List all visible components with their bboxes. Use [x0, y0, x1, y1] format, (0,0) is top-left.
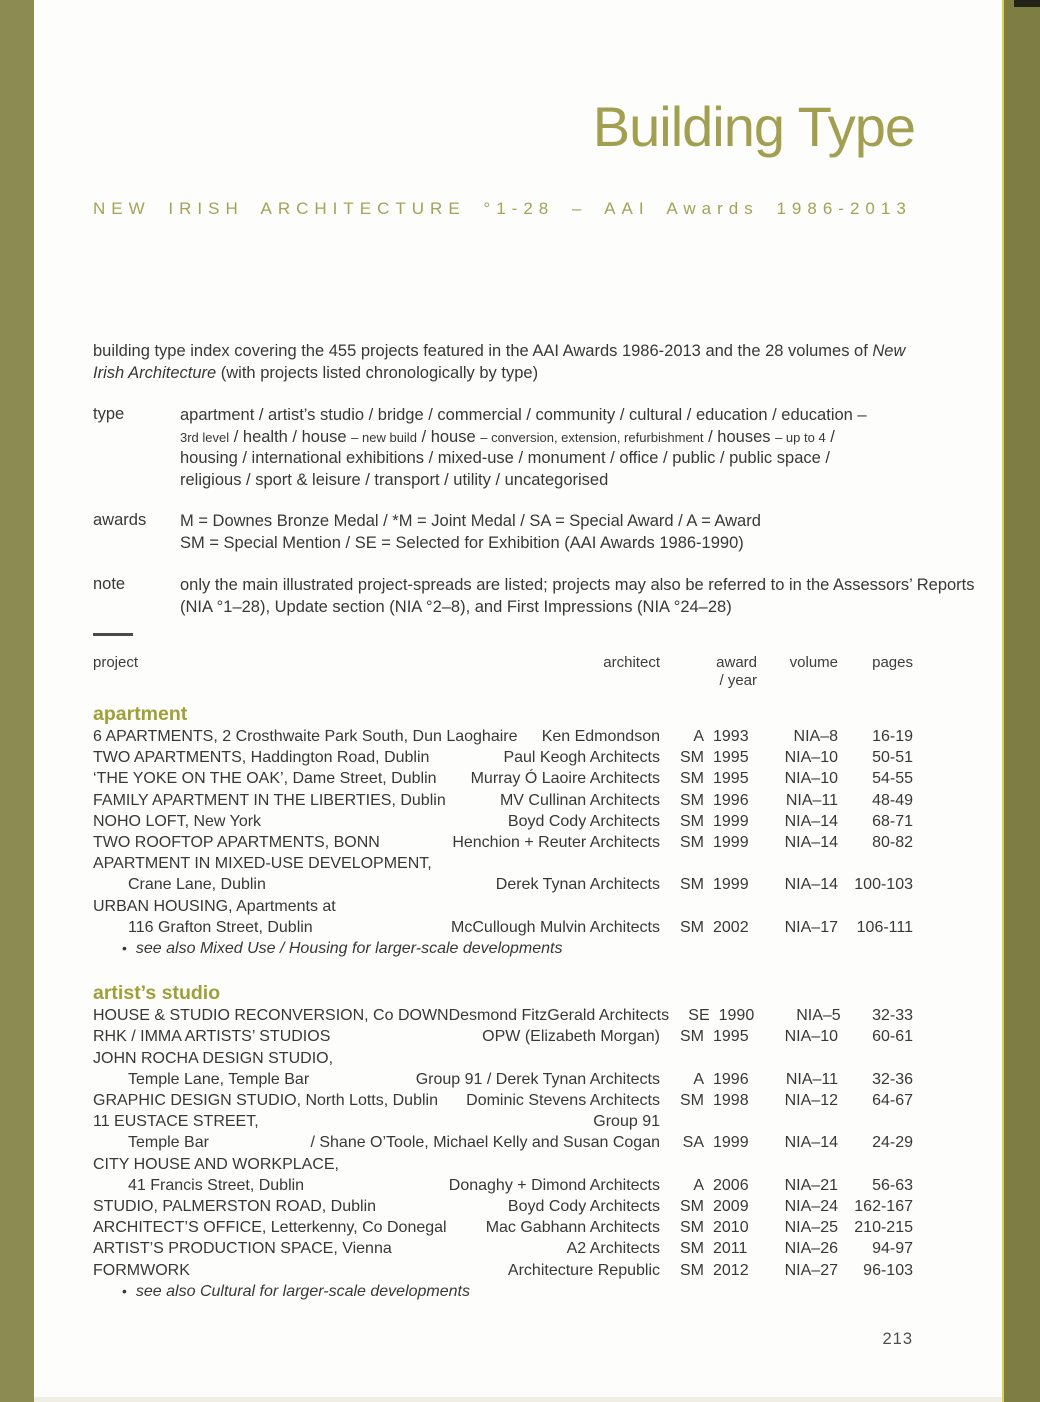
- pages-cell: 94-97: [872, 1240, 913, 1258]
- award-cell: SM 2009: [680, 1198, 749, 1216]
- architect-cell: Architecture Republic: [507, 1261, 660, 1279]
- volume-cell: NIA–25: [784, 1219, 838, 1237]
- table-row: [93, 1175, 913, 1196]
- page-title: Building Type: [592, 95, 915, 158]
- volume-cell: NIA–10: [784, 1028, 838, 1046]
- building-type-section: [93, 702, 913, 959]
- volume-cell: NIA–14: [784, 876, 838, 894]
- volume-cell: NIA–12: [784, 1092, 838, 1110]
- project-cell: APARTMENT IN MIXED-USE DEVELOPMENT,: [93, 855, 432, 873]
- architect-cell: A2 Architects: [566, 1240, 660, 1258]
- type-value-line: religious / sport & leisure / transport / utility / uncategorised: [180, 470, 609, 489]
- pages-cell: 54-55: [872, 770, 913, 788]
- table-row: [93, 1238, 913, 1259]
- architect-cell: Boyd Cody Architects: [507, 812, 660, 830]
- project-cell: 11 EUSTACE STREET,: [93, 1113, 259, 1131]
- pages-cell: 68-71: [872, 812, 913, 830]
- header-volume: volume: [789, 654, 838, 671]
- award-cell: SM 1995: [680, 1028, 749, 1046]
- table-row: [93, 896, 913, 917]
- table-header-row: [93, 654, 913, 690]
- project-cell: HOUSE & STUDIO RECONVERSION, Co DOWN: [93, 1007, 449, 1025]
- volume-cell: NIA–10: [784, 770, 838, 788]
- awards-value-line: SM = Special Mention / SE = Selected for Exhibition (AAI Awards 1986-1990): [180, 533, 744, 552]
- architect-cell: Desmond FitzGerald Architects: [448, 1007, 670, 1025]
- scan-bottom-edge: [34, 1397, 1002, 1402]
- award-cell: A 2006: [693, 1176, 749, 1194]
- volume-cell: NIA–24: [784, 1198, 838, 1216]
- project-cell: STUDIO, PALMERSTON ROAD, Dublin: [93, 1198, 377, 1216]
- architect-cell: Donaghy + Dimond Architects: [448, 1176, 660, 1194]
- scan-corner-mark: [1014, 0, 1040, 7]
- project-cell: ‘THE YOKE ON THE OAK’, Dame Street, Dublin: [93, 770, 437, 788]
- table-row: [93, 1069, 913, 1090]
- type-value-line: 3rd level / health / house – new build / house – conversion, extension, refurbishment / houses – up to 4 /: [180, 427, 835, 446]
- table-row: [93, 1260, 913, 1281]
- pages-cell: 162-167: [854, 1198, 913, 1216]
- project-cell: NOHO LOFT, New York: [93, 812, 262, 830]
- pages-cell: 210-215: [854, 1219, 913, 1237]
- architect-cell: McCullough Mulvin Architects: [451, 918, 660, 936]
- pages-cell: 100-103: [854, 876, 913, 894]
- table-row: [93, 1154, 913, 1175]
- architect-cell: Dominic Stevens Architects: [466, 1092, 660, 1110]
- project-cell: TWO ROOFTOP APARTMENTS, BONN: [93, 834, 380, 852]
- definition-note: [93, 575, 975, 618]
- project-cell: TWO APARTMENTS, Haddington Road, Dublin: [93, 749, 430, 767]
- project-cell: 6 APARTMENTS, 2 Crosthwaite Park South, Dun Laoghaire: [93, 728, 518, 745]
- award-cell: SM 1995: [680, 749, 749, 767]
- project-cell: JOHN ROCHA DESIGN STUDIO,: [93, 1049, 334, 1067]
- architect-cell: MV Cullinan Architects: [499, 791, 660, 809]
- table-row: [93, 726, 913, 747]
- type-value-line: apartment / artist’s studio / bridge / commercial / community / cultural / education / education –: [180, 406, 867, 424]
- header-award-year: [660, 654, 757, 690]
- architect-cell: Group 91: [593, 1113, 660, 1131]
- table-row: [93, 1026, 913, 1047]
- pages-cell: 32-36: [872, 1070, 913, 1088]
- section-title: apartment: [93, 703, 188, 725]
- award-cell: SM 1998: [680, 1092, 749, 1110]
- note-label: note: [93, 575, 126, 593]
- award-cell: SM 2012: [680, 1261, 749, 1279]
- see-also-note: • see also Cultural for larger-scale developments: [122, 1282, 470, 1300]
- type-label: type: [93, 405, 125, 423]
- volume-cell: NIA–11: [785, 791, 838, 809]
- pages-cell: 48-49: [872, 791, 913, 809]
- table-row: [93, 1111, 913, 1132]
- table-row: [93, 832, 913, 853]
- awards-value: [180, 511, 933, 554]
- volume-cell: NIA–14: [784, 1134, 838, 1152]
- note-value-line: only the main illustrated project-spreads are listed; projects may also be referred to in the Assessors’ Reports: [180, 576, 975, 594]
- project-cell: Temple Lane, Temple Bar: [128, 1070, 310, 1088]
- project-cell: Crane Lane, Dublin: [128, 876, 266, 894]
- volume-cell: NIA–14: [784, 834, 838, 852]
- definition-type: [93, 405, 933, 491]
- architect-cell: Murray Ó Laoire Architects: [470, 770, 660, 788]
- award-cell: SM 1999: [680, 876, 749, 894]
- intro-text: New Irish Architecture: [93, 342, 906, 382]
- project-cell: 116 Grafton Street, Dublin: [128, 918, 313, 936]
- pages-cell: 64-67: [872, 1092, 913, 1110]
- table-row: [93, 1196, 913, 1217]
- pages-cell: 32-33: [872, 1007, 913, 1025]
- architect-cell: / Shane O’Toole, Michael Kelly and Susan Cogan: [310, 1134, 660, 1152]
- pages-cell: 16-19: [872, 728, 913, 745]
- award-cell: SM 2002: [680, 918, 749, 936]
- building-type-section: [93, 981, 913, 1302]
- section-title: artist’s studio: [93, 982, 221, 1005]
- architect-cell: Paul Keogh Architects: [503, 749, 660, 767]
- architect-cell: Derek Tynan Architects: [495, 876, 660, 894]
- table-row: [93, 1090, 913, 1111]
- pages-cell: 60-61: [872, 1028, 913, 1046]
- type-value: [180, 405, 933, 491]
- architect-cell: Henchion + Reuter Architects: [452, 834, 660, 852]
- award-cell: SM 1999: [680, 834, 749, 852]
- volume-cell: NIA–26: [784, 1240, 838, 1258]
- volume-cell: NIA–21: [784, 1176, 838, 1194]
- table-row: [93, 747, 913, 768]
- table-row: [93, 1132, 913, 1153]
- page-number: 213: [882, 1330, 913, 1348]
- award-cell: A 1993: [693, 728, 749, 745]
- note-value-line: (NIA °1–28), Update section (NIA °2–8), and First Impressions (NIA °24–28): [180, 597, 732, 616]
- architect-cell: Group 91 / Derek Tynan Architects: [415, 1070, 660, 1088]
- award-cell: SM 2011: [680, 1240, 748, 1258]
- project-cell: GRAPHIC DESIGN STUDIO, North Lotts, Dublin: [93, 1092, 438, 1110]
- table-row: [93, 790, 913, 811]
- pages-cell: 96-103: [863, 1261, 913, 1279]
- intro-paragraph: [93, 340, 933, 384]
- table-row: [93, 1048, 913, 1069]
- pages-cell: 106-111: [856, 918, 913, 936]
- award-cell: SM 1996: [680, 791, 749, 809]
- header-award-line1: award: [716, 654, 757, 671]
- type-value-line: housing / international exhibitions / mixed-use / monument / office / public / public space /: [180, 449, 830, 467]
- award-cell: A 1996: [693, 1070, 749, 1088]
- project-cell: ARCHITECT’S OFFICE, Letterkenny, Co Donegal: [93, 1219, 447, 1237]
- pages-cell: 50-51: [872, 749, 913, 767]
- table-row: [93, 917, 913, 938]
- pages-cell: 56-63: [872, 1176, 913, 1194]
- table-row: [93, 853, 913, 874]
- project-cell: Temple Bar: [128, 1134, 209, 1152]
- table-row: [93, 1217, 913, 1238]
- intro-text: building type index covering the 455 projects featured in the AAI Awards 1986-2013 and the 28 volumes of: [93, 342, 873, 360]
- volume-cell: NIA–8: [793, 728, 838, 745]
- note-value: [180, 575, 975, 618]
- architect-cell: Mac Gabhann Architects: [485, 1219, 660, 1237]
- volume-cell: NIA–27: [784, 1261, 838, 1279]
- project-cell: 41 Francis Street, Dublin: [128, 1176, 305, 1194]
- project-cell: ARTIST’S PRODUCTION SPACE, Vienna: [93, 1240, 392, 1258]
- header-award-line2: / year: [719, 672, 757, 689]
- table-row: [93, 811, 913, 832]
- left-page-band: [0, 0, 34, 1402]
- award-cell: SM 1995: [680, 770, 749, 788]
- see-also-note: • see also Mixed Use / Housing for larger-scale developments: [122, 940, 563, 958]
- table-sections: [93, 702, 913, 1302]
- award-cell: SA 1999: [682, 1134, 749, 1152]
- divider-rule: [93, 633, 133, 636]
- right-page-band: [1002, 0, 1040, 1402]
- volume-cell: NIA–14: [784, 812, 838, 830]
- table-row: [93, 874, 913, 895]
- architect-cell: Boyd Cody Architects: [507, 1198, 660, 1216]
- award-cell: SM 2010: [680, 1219, 749, 1237]
- volume-cell: NIA–10: [784, 749, 838, 767]
- volume-cell: NIA–5: [796, 1007, 841, 1025]
- project-cell: CITY HOUSE AND WORKPLACE,: [93, 1155, 339, 1173]
- volume-cell: NIA–17: [784, 918, 838, 936]
- volume-cell: NIA–11: [785, 1070, 838, 1088]
- architect-cell: Ken Edmondson: [541, 728, 660, 745]
- index-table: [93, 654, 913, 1324]
- award-cell: SM 1999: [680, 812, 749, 830]
- awards-value-line: M = Downes Bronze Medal / *M = Joint Medal / SA = Special Award / A = Award: [180, 512, 761, 530]
- definition-awards: [93, 511, 933, 554]
- intro-text: (with projects listed chronologically by type): [216, 364, 539, 382]
- header-architect: architect: [603, 654, 660, 671]
- header-project: project: [93, 654, 139, 671]
- pages-cell: 24-29: [872, 1134, 913, 1152]
- award-cell: SE 1990: [688, 1007, 755, 1025]
- table-row: [93, 1005, 913, 1026]
- pages-cell: 80-82: [872, 834, 913, 852]
- table-row: [93, 768, 913, 789]
- project-cell: URBAN HOUSING, Apartments at: [93, 897, 336, 915]
- header-pages: pages: [872, 654, 913, 671]
- project-cell: FORMWORK: [93, 1261, 190, 1279]
- awards-label: awards: [93, 511, 147, 529]
- project-cell: RHK / IMMA ARTISTS’ STUDIOS: [93, 1028, 331, 1046]
- page-subtitle: NEW IRISH ARCHITECTURE °1-28 – AAI Awards 1986-2013: [93, 199, 912, 218]
- project-cell: FAMILY APARTMENT IN THE LIBERTIES, Dublin: [93, 791, 446, 809]
- architect-cell: OPW (Elizabeth Morgan): [482, 1028, 660, 1046]
